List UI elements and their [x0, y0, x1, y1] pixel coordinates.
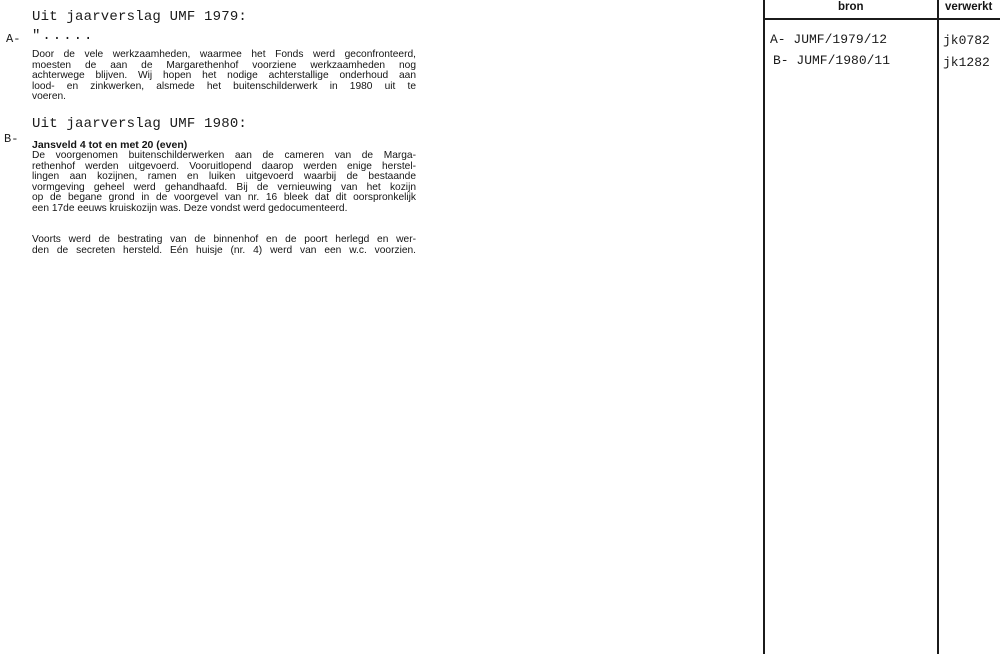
paragraph-a-line: lood- en zinkwerken, alsmede het buitenschilderwerk in 1980 uit te: [32, 80, 416, 92]
column-header-bron: bron: [838, 1, 864, 13]
paragraph-b1-line: vormgeving geheel werd gehandhaafd. Bij de vernieuwing van het kozijn: [32, 181, 416, 193]
table-row-bron: B- JUMF/1980/11: [773, 53, 891, 68]
paragraph-a-line: voeren.: [32, 91, 66, 103]
marker-a: A-: [6, 32, 21, 46]
subheading-jansveld: Jansveld 4 tot en met 20 (even): [32, 139, 188, 151]
table-column-divider: [937, 0, 939, 654]
paragraph-b2-line: den de secreten hersteld. Eén huisje (nr. 4) werd van een w.c. voorzien.: [32, 244, 416, 256]
heading-1980: Uit jaarverslag UMF 1980:: [32, 116, 248, 132]
table-row-verwerkt: jk1282: [943, 55, 990, 70]
table-left-border: [763, 0, 765, 654]
table-header-rule: [764, 18, 1000, 20]
table-row-bron: A- JUMF/1979/12: [770, 32, 888, 47]
heading-1979: Uit jaarverslag UMF 1979:: [32, 9, 248, 25]
paragraph-b1-line: rethenhof werden uitgevoerd. Vooruitlopend daarop werden enige herstel-: [32, 160, 416, 172]
table-row-verwerkt: jk0782: [943, 33, 990, 48]
paragraph-b1-line: lingen aan kozijnen, ramen en luiken uitgevoerd waarbij de bestaande: [32, 171, 416, 183]
quote-ellipsis: ".....: [32, 28, 95, 44]
marker-b: B-: [4, 132, 19, 146]
paragraph-a-line: achterwege blijven. Wij hopen het nodige achterstallige onderhoud aan: [32, 70, 416, 82]
paragraph-b2: [32, 235, 416, 256]
paragraph-a: [32, 50, 416, 103]
paragraph-b1: [32, 151, 416, 215]
column-header-verwerkt: verwerkt: [945, 1, 993, 13]
paragraph-a-line: moesten de aan de Margarethenhof voorziene werkzaamheden nog: [32, 59, 416, 71]
paragraph-b1-line: een 17de eeuws kruiskozijn was. Deze vondst werd gedocumenteerd.: [32, 202, 348, 214]
paragraph-a-line: Door de vele werkzaamheden, waarmee het Fonds werd geconfronteerd,: [32, 49, 416, 60]
paragraph-b1-line: op de begane grond in de voorgevel van nr. 16 bleek dat dit oorspronkelijk: [32, 192, 416, 204]
paragraph-b2-line: Voorts werd de bestrating van de binnenhof en de poort herlegd en wer-: [32, 234, 416, 245]
paragraph-b1-line: De voorgenomen buitenschilderwerken aan de cameren van de Marga-: [32, 150, 416, 161]
